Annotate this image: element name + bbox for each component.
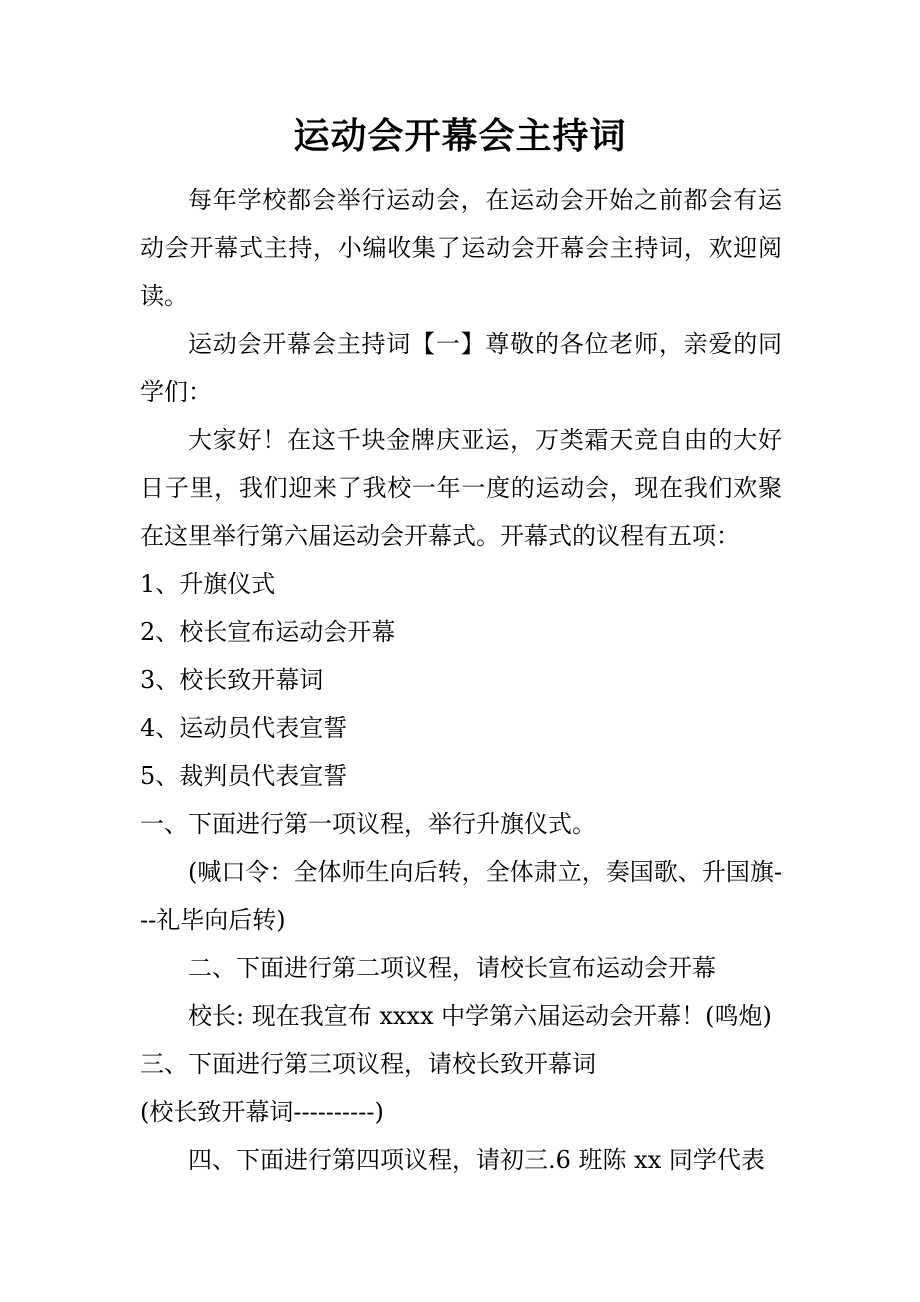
document-title: 运动会开幕会主持词 xyxy=(293,115,627,157)
section-one-note: (喊口令：全体师生向后转，全体肃立，奏国歌、升国旗---礼毕向后转) xyxy=(140,858,782,934)
principal-announcement: 校长: 现在我宣布 xxxx 中学第六届运动会开幕！(鸣炮) xyxy=(188,1002,772,1030)
paragraph-opening: 大家好！在这千块金牌庆亚运，万类霜天竞自由的大好日子里，我们迎来了我校一年一度的运动会，现在我们欢聚在这里举行第六届运动会开幕式。开幕式的议程有五项： xyxy=(140,426,782,550)
agenda-item-5: 5、裁判员代表宣誓 xyxy=(140,762,348,790)
section-two: 二、下面进行第二项议程，请校长宣布运动会开幕 xyxy=(188,954,716,982)
paragraph-intro: 每年学校都会举行运动会，在运动会开始之前都会有运动会开幕式主持，小编收集了运动会开幕会主持词，欢迎阅读。 xyxy=(140,186,782,310)
section-one: 一、下面进行第一项议程，举行升旗仪式。 xyxy=(140,810,596,838)
agenda-item-2: 2、校长宣布运动会开幕 xyxy=(140,618,396,646)
paragraph-greeting: 运动会开幕会主持词【一】尊敬的各位老师，亲爱的同学们： xyxy=(140,330,782,406)
section-three-note: (校长致开幕词----------) xyxy=(140,1098,384,1126)
agenda-item-4: 4、运动员代表宣誓 xyxy=(140,714,348,742)
agenda-item-3: 3、校长致开幕词 xyxy=(140,666,324,694)
document-body xyxy=(140,176,782,1184)
agenda-item-1: 1、升旗仪式 xyxy=(140,570,276,598)
section-three: 三、下面进行第三项议程，请校长致开幕词 xyxy=(140,1050,596,1078)
section-four: 四、下面进行第四项议程，请初三.6 班陈 xx 同学代表 xyxy=(188,1146,765,1174)
